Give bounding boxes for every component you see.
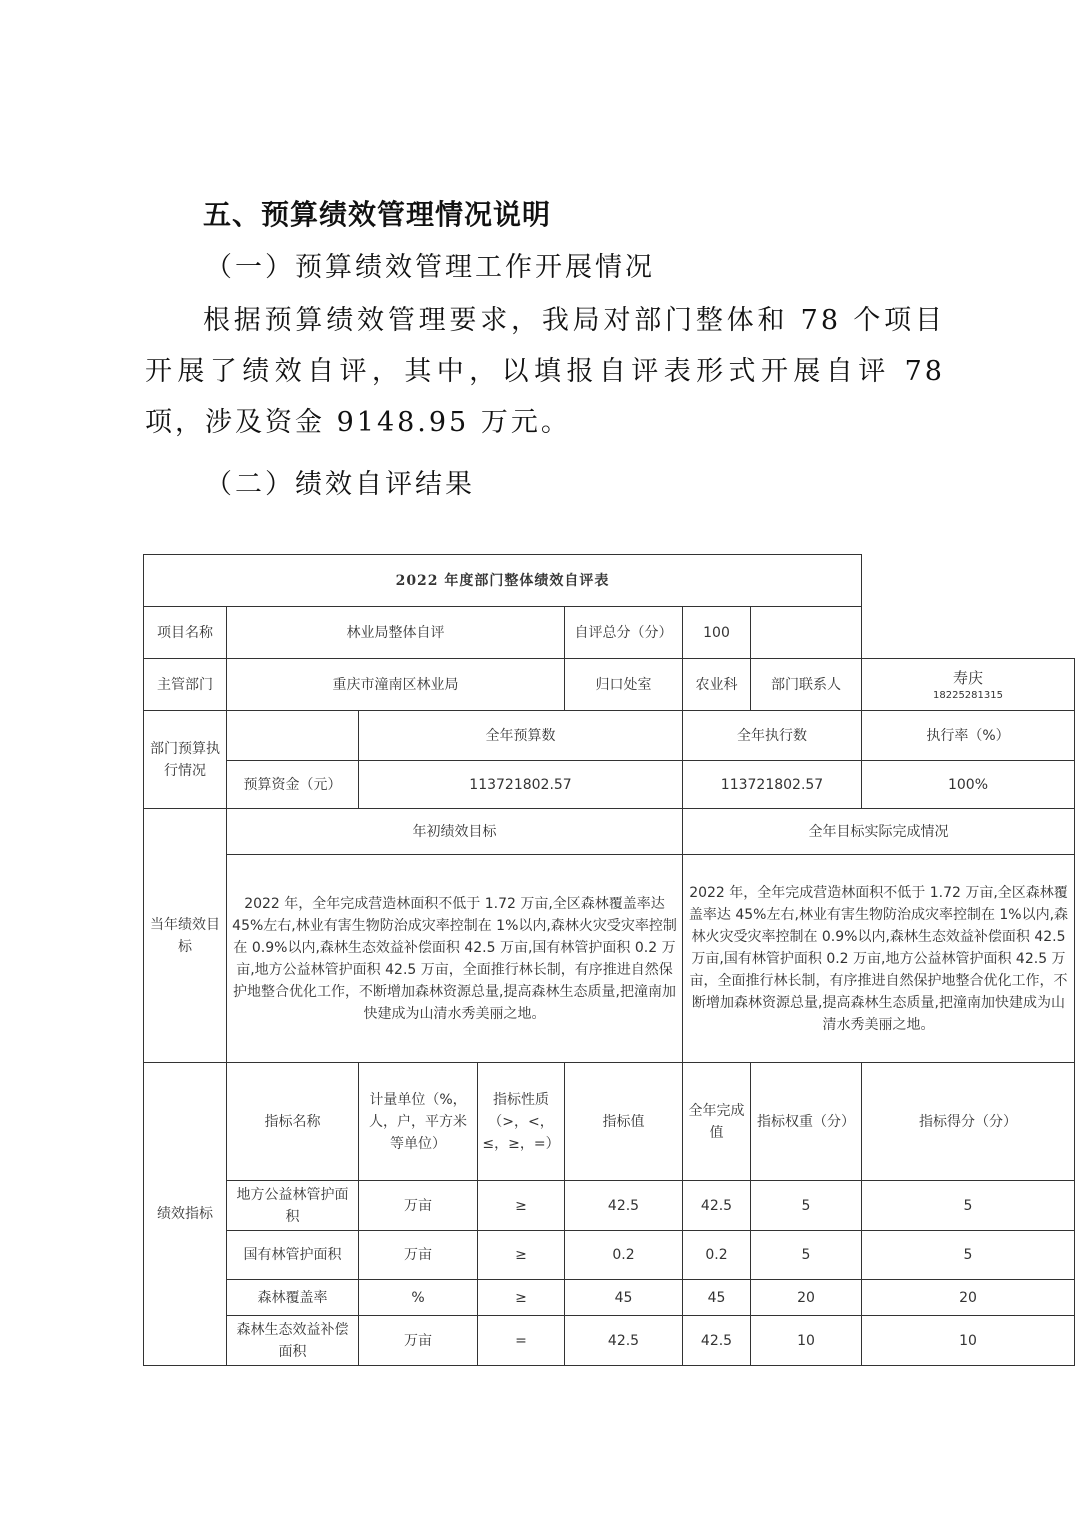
budget-funds-label: 预算资金（元） — [227, 761, 359, 809]
exec-rate-header: 执行率（%） — [862, 711, 1075, 761]
indicator-label: 绩效指标 — [144, 1063, 227, 1366]
body-paragraph: 根据预算绩效管理要求，我局对部门整体和 78 个项目开展了绩效自评，其中，以填报自评表形式开展自评 78 项，涉及资金 9148.95 万元。 — [145, 305, 945, 438]
ind-nature: = — [478, 1316, 565, 1366]
ind-nature: ≥ — [478, 1231, 565, 1280]
ind-actual: 45 — [683, 1280, 751, 1316]
ind-unit: 万亩 — [359, 1181, 478, 1231]
total-score: 100 — [683, 607, 751, 659]
goal-actual-text: 2022 年，全年完成营造林面积不低于 1.72 万亩,全区森林覆盖率达 45%左右,林业有害生物防治成灾率控制在 1%以内,森林火灾受灾率控制在 0.9%以内,森林生态效益补偿面积 42.5 万亩,国有林管护面积 0.2 万亩,地方公益林管护面积 42.5 万亩，全面推行林长制，有序推进自然保护地整合优化工作，不断增加森林资源总量,提高森林生态质量,把潼南加快建成为山清水秀美丽之地。 — [683, 855, 1075, 1063]
ind-header-unit: 计量单位（%，人，户，平方米等单位） — [359, 1063, 478, 1181]
ind-value: 45 — [565, 1280, 683, 1316]
ind-score: 10 — [862, 1316, 1075, 1366]
ind-score: 20 — [862, 1280, 1075, 1316]
ind-header-nature: 指标性质（>，<，≤，≥，=） — [478, 1063, 565, 1181]
ind-header-actual: 全年完成值 — [683, 1063, 751, 1181]
empty-cell — [751, 607, 862, 659]
ind-nature: ≥ — [478, 1280, 565, 1316]
goal-initial-header: 年初绩效目标 — [227, 809, 683, 855]
contact-label: 部门联系人 — [751, 659, 862, 711]
project-name-label: 项目名称 — [144, 607, 227, 659]
ind-weight: 20 — [751, 1280, 862, 1316]
table-title: 2022 年度部门整体绩效自评表 — [144, 555, 862, 607]
dept: 重庆市潼南区林业局 — [227, 659, 565, 711]
ind-header-value: 指标值 — [565, 1063, 683, 1181]
dept-label: 主管部门 — [144, 659, 227, 711]
ind-unit: 万亩 — [359, 1231, 478, 1280]
evaluation-table — [143, 554, 1075, 1366]
exec-rate: 100% — [862, 761, 1075, 809]
indicator-row — [144, 1280, 1075, 1316]
ind-nature: ≥ — [478, 1181, 565, 1231]
goal-actual-header: 全年目标实际完成情况 — [683, 809, 1075, 855]
indicator-row — [144, 1316, 1075, 1366]
project-name: 林业局整体自评 — [227, 607, 565, 659]
ind-value: 42.5 — [565, 1316, 683, 1366]
subheading-results: （二）绩效自评结果 — [205, 469, 475, 500]
ind-unit: 万亩 — [359, 1316, 478, 1366]
ind-score: 5 — [862, 1181, 1075, 1231]
budget-label: 部门预算执行情况 — [144, 711, 227, 809]
office: 农业科 — [683, 659, 751, 711]
budget-exec: 113721802.57 — [683, 761, 862, 809]
budget-header-blank — [227, 711, 359, 761]
goal-initial-text: 2022 年，全年完成营造林面积不低于 1.72 万亩,全区森林覆盖率达 45%左右,林业有害生物防治成灾率控制在 1%以内,森林火灾受灾率控制在 0.9%以内,森林生态效益补偿面积 42.5 万亩,国有林管护面积 0.2 万亩,地方公益林管护面积 42.5 万亩，全面推行林长制，有序推进自然保护地整合优化工作，不断增加森林资源总量,提高森林生态质量,把潼南加快建成为山清水秀美丽之地。 — [227, 855, 683, 1063]
contact-phone: 18225281315 — [933, 690, 1003, 701]
goal-label: 当年绩效目标 — [144, 809, 227, 1063]
ind-header-score: 指标得分（分） — [862, 1063, 1075, 1181]
ind-score: 5 — [862, 1231, 1075, 1280]
ind-unit: % — [359, 1280, 478, 1316]
ind-header-weight: 指标权重（分） — [751, 1063, 862, 1181]
indicator-row — [144, 1181, 1075, 1231]
indicator-row — [144, 1231, 1075, 1280]
ind-weight: 5 — [751, 1181, 862, 1231]
ind-weight: 10 — [751, 1316, 862, 1366]
ind-actual: 42.5 — [683, 1316, 751, 1366]
budget-annual-header: 全年预算数 — [359, 711, 683, 761]
ind-name: 国有林管护面积 — [227, 1231, 359, 1280]
subheading-work: （一）预算绩效管理工作开展情况 — [205, 252, 655, 283]
ind-weight: 5 — [751, 1231, 862, 1280]
ind-value: 0.2 — [565, 1231, 683, 1280]
ind-name: 森林生态效益补偿面积 — [227, 1316, 359, 1366]
office-label: 归口处室 — [565, 659, 683, 711]
ind-header-name: 指标名称 — [227, 1063, 359, 1181]
ind-name: 地方公益林管护面积 — [227, 1181, 359, 1231]
ind-actual: 42.5 — [683, 1181, 751, 1231]
contact-cell — [862, 659, 1075, 711]
budget-annual: 113721802.57 — [359, 761, 683, 809]
total-score-label: 自评总分（分） — [565, 607, 683, 659]
ind-value: 42.5 — [565, 1181, 683, 1231]
ind-name: 森林覆盖率 — [227, 1280, 359, 1316]
budget-exec-header: 全年执行数 — [683, 711, 862, 761]
ind-actual: 0.2 — [683, 1231, 751, 1280]
contact-name: 寿庆 — [952, 669, 983, 687]
section-heading: 五、预算绩效管理情况说明 — [203, 198, 552, 231]
